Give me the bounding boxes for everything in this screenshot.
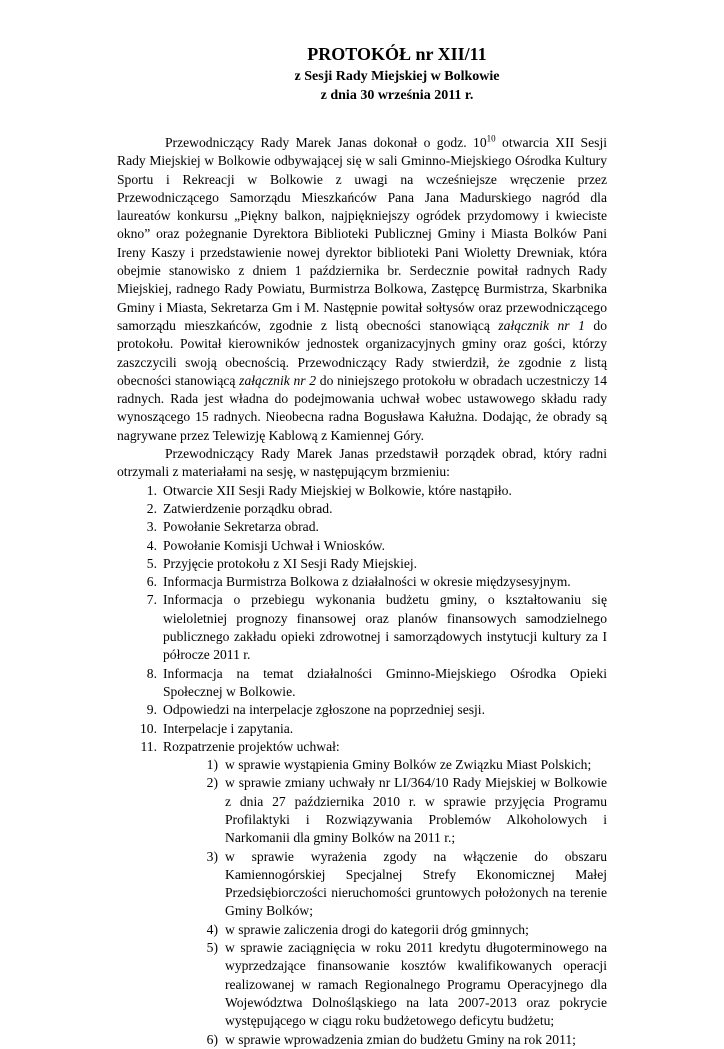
agenda-item-number: 3. — [146, 519, 157, 535]
resolution-item-text: w sprawie zaliczenia drogi do kategorii dróg gminnych; — [225, 921, 529, 937]
resolution-item-number: 4) — [206, 921, 218, 937]
session-subtitle: z Sesji Rady Miejskiej w Bolkowie — [294, 69, 500, 84]
resolution-item-text: w sprawie zaciągnięcia w roku 2011 kredytu długoterminowego na wyprzedzające finansowanie kosztów kwalifikowanych operacji realizowanej w ramach Regionalnego Programu Operacyjnego dla Województwa Dolnośląskiego na lata 2007-2013 oraz pokrycie występującego w ciągu roku budżetowego deficytu budżetu; — [225, 940, 607, 1029]
resolution-item — [163, 939, 607, 1030]
agenda-item — [117, 591, 607, 664]
agenda-item — [117, 701, 607, 719]
agenda-item — [117, 665, 607, 702]
agenda-item-number: 7. — [146, 592, 157, 608]
agenda-item-text: Informacja o przebiegu wykonania budżetu gminy, o kształtowaniu się wieloletniej prognozy finansowej oraz planów finansowych samodzielnego publicznego zakładu opieki zdrowotnej i samorządowych instytucji kultury za I półrocze 2011 r. — [163, 592, 607, 663]
agenda-item-text: Informacja na temat działalności Gminno-Miejskiego Ośrodka Opieki Społecznej w Bolkowie. — [163, 665, 607, 699]
session-date: z dnia 30 września 2011 r. — [320, 88, 474, 103]
agenda-intro-paragraph: Przewodniczący Rady Marek Janas przedstawił porządek obrad, który radni otrzymali z materiałami na sesję, w następującym brzmieniu: — [117, 446, 607, 480]
agenda-item — [117, 555, 607, 573]
agenda-item-number: 8. — [146, 665, 157, 681]
agenda-item — [117, 720, 607, 738]
agenda-item-number: 9. — [146, 702, 157, 718]
agenda-item — [117, 518, 607, 536]
agenda-item-text: Przyjęcie protokołu z XI Sesji Rady Miejskiej. — [163, 555, 418, 571]
agenda-item — [117, 738, 607, 1049]
resolution-item — [163, 756, 607, 774]
opening-time-minutes: 10 — [486, 133, 496, 144]
opening-text-continued: do protokołu. Powitał kierowników jednostek organizacyjnych gminy oraz gości, którzy zaszczycili swoją obecnością. Przewodniczący Rady stwierdził, że zgodnie z listą obecności stanowiącą — [117, 317, 607, 388]
agenda-item-text: Otwarcie XII Sesji Rady Miejskiej w Bolkowie, które nastąpiło. — [163, 482, 512, 498]
agenda-item — [117, 482, 607, 500]
resolution-item-number: 2) — [206, 775, 218, 791]
resolution-item — [163, 921, 607, 939]
agenda-item-number: 6. — [146, 574, 157, 590]
opening-paragraph — [117, 134, 607, 445]
agenda-item-text: Odpowiedzi na interpelacje zgłoszone na poprzedniej sesji. — [163, 702, 485, 718]
agenda-item-text: Powołanie Sekretarza obrad. — [163, 519, 319, 535]
opening-text-start: Przewodniczący Rady Marek Janas dokonał o godz. 10 — [165, 135, 487, 150]
agenda-item — [117, 537, 607, 555]
agenda-item-number: 5. — [146, 555, 157, 571]
resolution-item-text: w sprawie zmiany uchwały nr LI/364/10 Rady Miejskiej w Bolkowie z dnia 27 października 2010 r. w sprawie przyjęcia Programu Profilaktyki i Rozwiązywania Problemów Alkoholowych i Narkomanii dla gminy Bolków na 2011 r.; — [225, 775, 607, 846]
resolution-item — [163, 848, 607, 921]
resolutions-list — [163, 756, 607, 1049]
opening-text-end: do niniejszego protokołu w obradach uczestniczy 14 radnych. Rada jest władna do podejmowania uchwał wobec ustawowego składu rady wynoszącego 15 radnych. Nieobecna radna Bogusława Kałużna. Dodając, że obrady są nagrywane przez Telewizję Kablową z Kamiennej Góry. — [117, 372, 608, 443]
resolution-item-text: w sprawie wyrażenia zgody na włączenie do obszaru Kamiennogórskiej Specjalnej Strefy Ekonomicznej Małej Przedsiębiorczości nieruchomości gruntowych położonych na terenie Gminy Bolków; — [225, 848, 607, 919]
resolution-item-text: w sprawie wystąpienia Gminy Bolków ze Związku Miast Polskich; — [225, 757, 592, 773]
opening-text-main: otwarcia XII Sesji Rady Miejskiej w Bolkowie odbywającej się w sali Gminno-Miejskiego Ośrodka Kultury Sportu i Rekreacji w Bolkowie z uwagi na wcześniejsze wręczenie przez Przewodniczącego Samorządu Mieszkańców Pana Jana Madurskiego nagród dla laureatów konkursu „Piękny balkon, najpiękniejszy ogródek przydomowy i kwieciste okno” oraz pożegnanie Dyrektora Biblioteki Publicznej Gminy i Miasta Bolków Pani Ireny Kaszy i przedstawienie nowej dyrektor biblioteki Pani Wioletty Drewniak, która obejmie stanowisko z dniem 1 października br. Serdecznie powitał radnych Rady Miejskiej, radnego Rady Powiatu, Burmistrza Bolkowa, Zastępcę Burmistrza, Skarbnika Gminy i Miasta, Sekretarza Gm i M. Następnie powitał sołtysów oraz przewodniczącego samorządu mieszkańców, zgodnie z listą obecności stanowiącą — [117, 135, 607, 333]
resolution-item — [163, 1031, 607, 1049]
resolution-item-number: 6) — [206, 1031, 218, 1047]
agenda-item-text: Powołanie Komisji Uchwał i Wniosków. — [163, 537, 386, 553]
agenda-item-number: 10. — [140, 720, 157, 736]
agenda-list — [117, 482, 607, 1049]
agenda-item-number: 2. — [146, 500, 157, 516]
agenda-item — [117, 500, 607, 518]
page-title: PROTOKÓŁ nr XII/11 — [307, 44, 487, 64]
resolution-item-text: w sprawie wprowadzenia zmian do budżetu Gminy na rok 2011; — [225, 1031, 576, 1047]
agenda-item-text: Interpelacje i zapytania. — [163, 720, 294, 736]
resolution-item-number: 3) — [206, 848, 218, 864]
agenda-item-text: Zatwierdzenie porządku obrad. — [163, 500, 333, 516]
agenda-item-text: Informacja Burmistrza Bolkowa z działalności w okresie międzysesyjnym. — [163, 574, 571, 590]
agenda-item — [117, 573, 607, 591]
agenda-item-text: Rozpatrzenie projektów uchwał: — [163, 738, 340, 754]
agenda-item-number: 4. — [146, 537, 157, 553]
agenda-item-number: 1. — [146, 482, 157, 498]
attachment-2-reference: załącznik nr 2 — [239, 372, 317, 388]
agenda-item-number: 11. — [140, 738, 157, 754]
document-page — [117, 44, 607, 1049]
attachment-1-reference: załącznik nr 1 — [498, 317, 585, 333]
resolution-item — [163, 774, 607, 847]
resolution-item-number: 1) — [206, 757, 218, 773]
resolution-item-number: 5) — [206, 940, 218, 956]
